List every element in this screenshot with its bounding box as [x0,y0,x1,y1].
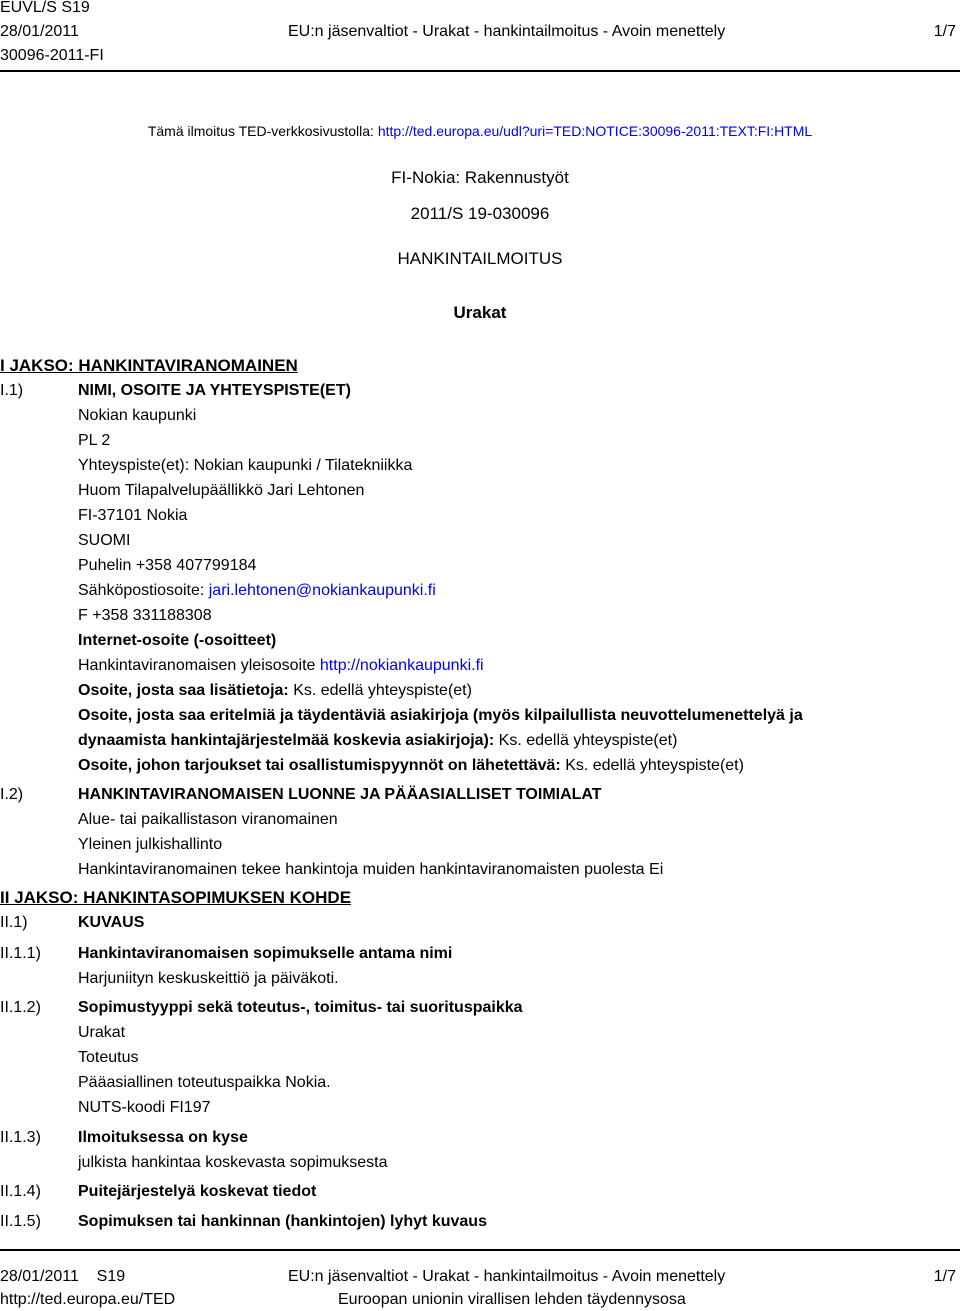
address-line: Huom Tilapalvelupäällikkö Jari Lehtonen [78,482,365,499]
footer-date-series: 28/01/2011 S19 [0,1268,126,1285]
location-line: Pääasiallinen toteutuspaikka Nokia. [78,1074,331,1091]
header-page: 1/7 [933,23,956,40]
tenders-address-value: Ks. edellä yhteyspiste(et) [560,757,744,774]
phone-line: Puhelin +358 407799184 [78,557,257,574]
notice-type: HANKINTAILMOITUS [397,249,563,268]
address-line: Nokian kaupunki [78,407,197,424]
tenders-address-line [78,756,744,776]
email-label: Sähköpostiosoite: [78,582,209,599]
section-title: KUVAUS [78,914,145,931]
docs-address-label: Osoite, josta saa eritelmiä ja täydentäviä asiakirjoja (myös kilpailullista neuvottelumenettelyä ja [78,707,803,724]
header-series: EUVL/S S19 [0,0,90,16]
section-num: II.1.1) [0,945,41,962]
docs-address-value: Ks. edellä yhteyspiste(et) [494,732,678,749]
section-title: HANKINTAVIRANOMAISEN LUONNE JA PÄÄASIALLISET TOIMIALAT [78,786,602,803]
address-line: Yhteyspiste(et): Nokian kaupunki / Tilatekniikka [78,457,413,474]
header-reference: 30096-2011-FI [0,47,104,64]
notice-title: FI-Nokia: Rakennustyöt [391,168,569,187]
footer-page: 1/7 [933,1268,956,1285]
info-address-line [78,681,472,701]
notice-involves: julkista hankintaa koskevasta sopimuksesta [78,1154,388,1171]
section-num: I.1) [0,382,24,399]
section-title: Hankintaviranomaisen sopimukselle antama nimi [78,945,453,962]
email-line [78,581,436,601]
general-address-line [78,656,484,676]
intro-line [0,122,960,140]
intro-link[interactable]: http://ted.europa.eu/udl?uri=TED:NOTICE:30096-2011:TEXT:FI:HTML [377,123,813,139]
contract-type-line: Urakat [78,1024,126,1041]
address-line: PL 2 [78,432,111,449]
contract-type-heading: Urakat [453,303,507,322]
footer-title: EU:n jäsenvaltiot - Urakat - hankintailmoitus - Avoin menettely [288,1268,726,1285]
section-num: II.1.5) [0,1213,41,1230]
address-line: FI-37101 Nokia [78,507,188,524]
internet-heading: Internet-osoite (-osoitteet) [78,632,277,649]
docs-address-label-2: dynaamista hankintajärjestelmää koskevia asiakirjoja): [78,732,495,749]
footer-journal: Euroopan unionin virallisen lehden täydennysosa [338,1291,686,1308]
footer-rule [0,1249,960,1251]
docs-address-line [78,731,677,751]
contract-type-line: Toteutus [78,1049,139,1066]
section-num: II.1.4) [0,1183,41,1200]
section-1-heading: I JAKSO: HANKINTAVIRANOMAINEN [0,356,298,375]
general-address-link[interactable]: http://nokiankaupunki.fi [319,657,484,674]
tenders-address-label: Osoite, johon tarjoukset tai osallistumispyynnöt on lähetettävä: [78,757,561,774]
section-num: II.1.3) [0,1129,41,1146]
section-2-heading: II JAKSO: HANKINTASOPIMUKSEN KOHDE [0,888,352,907]
contract-name: Harjuniityn keskuskeittiö ja päiväkoti. [78,970,339,987]
activity-line: Yleinen julkishallinto [78,836,223,853]
info-address-label: Osoite, josta saa lisätietoja: [78,682,289,699]
authority-type-line: Alue- tai paikallistason viranomainen [78,811,338,828]
fax-line: F +358 331188308 [78,607,212,624]
nuts-line: NUTS-koodi FI197 [78,1099,211,1116]
section-title: Sopimustyyppi sekä toteutus-, toimitus- tai suorituspaikka [78,999,523,1016]
section-num: II.1.2) [0,999,41,1016]
general-address-label: Hankintaviranomaisen yleisosoite [78,657,320,674]
section-title: Sopimuksen tai hankinnan (hankintojen) lyhyt kuvaus [78,1213,487,1230]
info-address-value: Ks. edellä yhteyspiste(et) [288,682,472,699]
notice-number: 2011/S 19-030096 [410,204,550,223]
footer-site: http://ted.europa.eu/TED [0,1291,176,1308]
header-rule [0,70,960,72]
section-num: II.1) [0,914,28,931]
email-link[interactable]: jari.lehtonen@nokiankaupunki.fi [208,582,436,599]
intro-text: Tämä ilmoitus TED-verkkosivustolla: [147,123,378,139]
section-title: Puitejärjestelyä koskevat tiedot [78,1183,317,1200]
header-date: 28/01/2011 [0,23,79,40]
section-num: I.2) [0,786,24,803]
section-title: Ilmoituksessa on kyse [78,1129,248,1146]
on-behalf-line: Hankintaviranomainen tekee hankintoja muiden hankintaviranomaisten puolesta Ei [78,861,664,878]
header-title: EU:n jäsenvaltiot - Urakat - hankintailmoitus - Avoin menettely [288,23,726,40]
address-line: SUOMI [78,532,131,549]
section-title: NIMI, OSOITE JA YHTEYSPISTE(ET) [78,382,351,399]
